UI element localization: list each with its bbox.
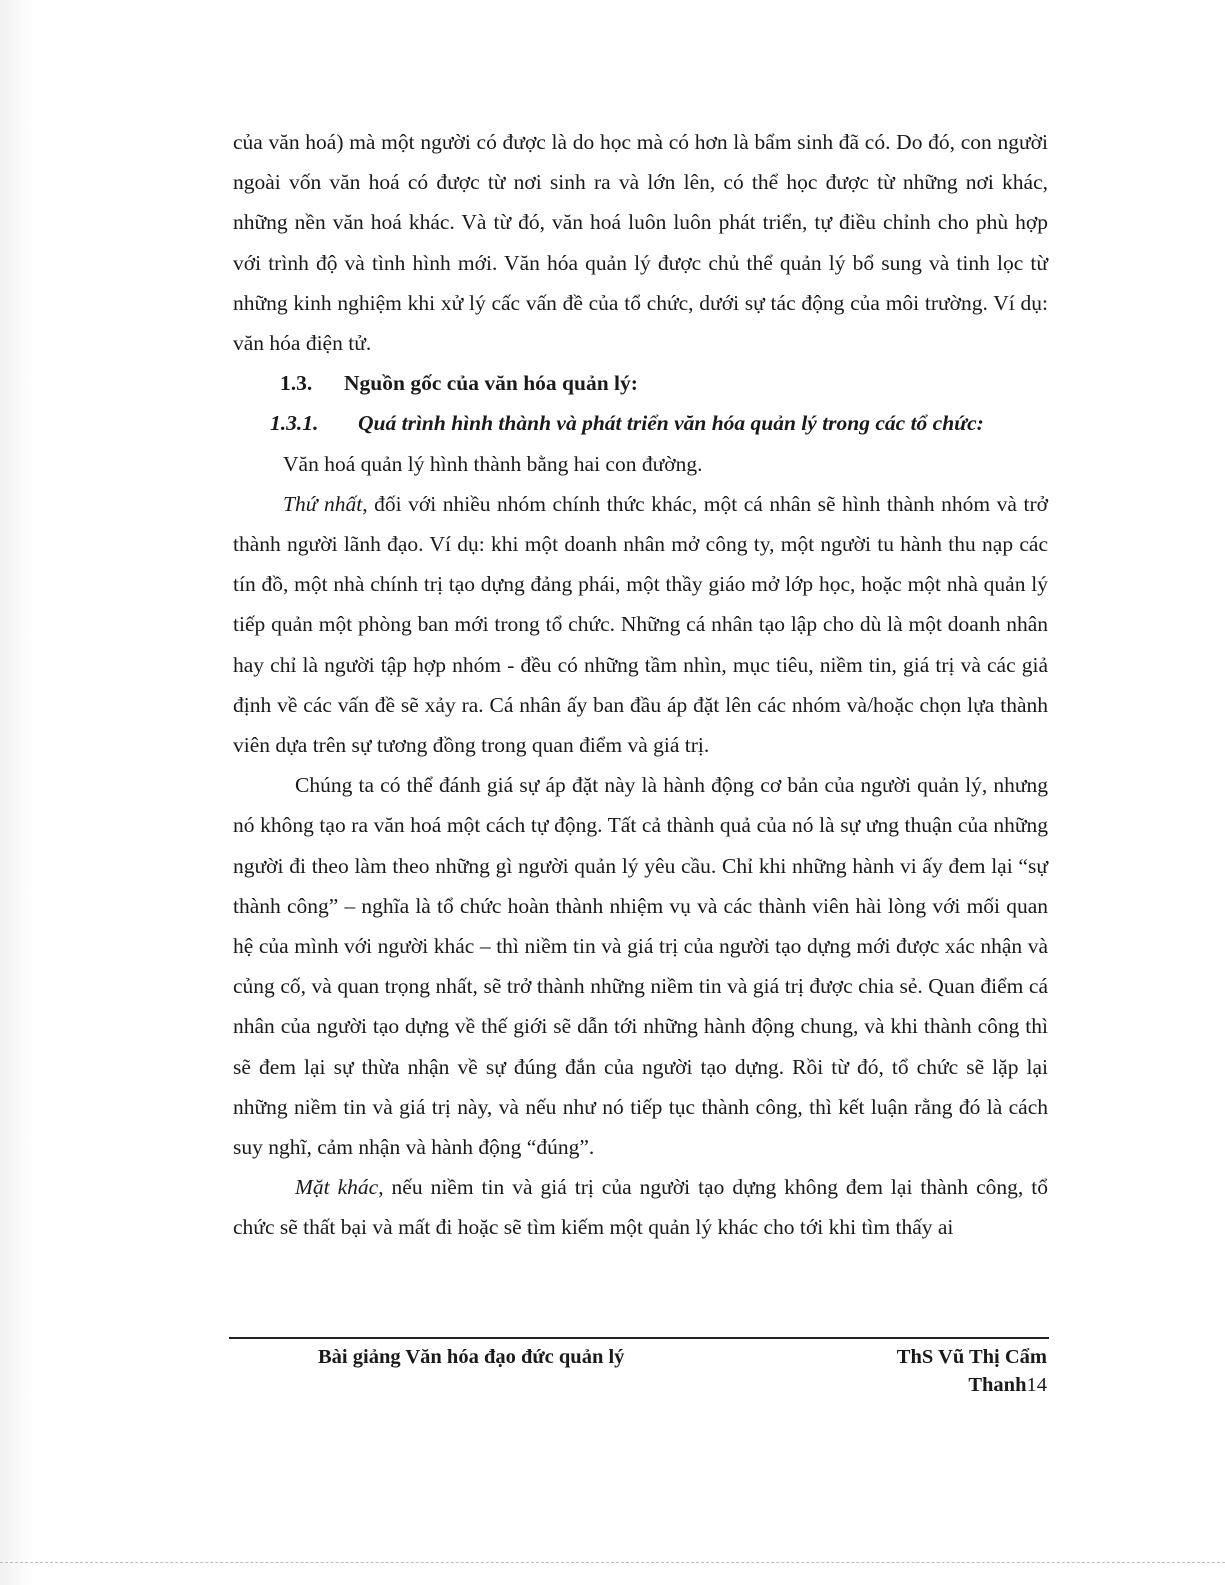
paragraph-imposition: Chúng ta có thể đánh giá sự áp đặt này là hành động cơ bản của người quản lý, nhưng nó không tạo ra văn hoá một cách tự động. Tất cả thành quả của nó là sự ưng thuận của những người đi theo làm theo những gì người quản lý yêu cầu. Chỉ khi những hành vi ấy đem lại “sự thành công” – nghĩa là tổ chức hoàn thành nhiệm vụ và các thành viên hài lòng với mối quan hệ của mình với người khác – thì niềm tin và giá trị của người tạo dựng mới được xác nhận và củng cố, và quan trọng nhất, sẽ trở thành những niềm tin và giá trị được chia sẻ. Quan điểm cá nhân của người tạo dựng về thế giới sẽ dẫn tới những hành động chung, và khi thành công thì sẽ đem lại sự thừa nhận về sự đúng đắn của người tạo dựng. Rồi từ đó, tổ chức sẽ lặp lại những niềm tin và giá trị này, và nếu như nó tiếp tục thành công, thì kết luận rằng đó là cách suy nghĩ, cảm nhận và hành động “đúng”. xyxy=(233,773,1048,1160)
paragraph-other-lead: Mặt khác xyxy=(295,1175,379,1200)
subsection-number: 1.3.1. xyxy=(270,411,319,436)
paragraph-two-ways: Văn hoá quản lý hình thành bằng hai con đường. xyxy=(283,451,703,476)
paragraph-first-lead: Thứ nhất xyxy=(283,491,363,516)
subsection-title: Quá trình hình thành và phát triển văn hóa quản lý trong các tổ chức: xyxy=(358,411,984,436)
footer-author-line1: ThS Vũ Thị Cẩm xyxy=(896,1346,1047,1368)
paragraph-other-way xyxy=(233,1167,1048,1247)
page-number: 14 xyxy=(1026,1374,1047,1396)
section-heading xyxy=(233,363,1048,403)
paragraph-first-text: , đối với nhiều nhóm chính thức khác, một cá nhân sẽ hình thành nhóm và trở thành người lãnh đạo. Ví dụ: khi một doanh nhân mở công ty, một người tu hành thu nạp các tín đồ, một nhà chính trị tạo dựng đảng phái, một thầy giáo mở lớp học, hoặc một nhà quản lý tiếp quản một phòng ban mới trong tổ chức. Những cá nhân tạo lập cho dù là một doanh nhân hay chỉ là người tập hợp nhóm - đều có những tầm nhìn, mục tiêu, niềm tin, giá trị và các giả định về các vấn đề sẽ xảy ra. Cá nhân ấy ban đầu áp đặt lên các nhóm và/hoặc chọn lựa thành viên dựa trên sự tương đồng trong quan điểm và giá trị. xyxy=(233,491,1048,758)
footer-course-title: Bài giảng Văn hóa đạo đức quản lý xyxy=(318,1346,625,1368)
page-body xyxy=(233,122,1048,1248)
section-number: 1.3. xyxy=(280,371,313,396)
footer-author xyxy=(897,1343,1047,1399)
scan-bottom-edge xyxy=(0,1562,1225,1563)
section-title: Nguồn gốc của văn hóa quản lý: xyxy=(344,371,638,396)
paragraph-intro: của văn hoá) mà một người có được là do học mà có hơn là bẩm sinh đã có. Do đó, con người ngoài vốn văn hoá có được từ nơi sinh ra và lớn lên, có thể học được từ những nơi khác, những nền văn hoá khác. Và từ đó, văn hoá luôn luôn phát triển, tự điều chỉnh cho phù hợp với trình độ và tình hình mới. Văn hóa quản lý được chủ thể quản lý bổ sung và tinh lọc từ những kinh nghiệm khi xử lý cấc vấn đề của tổ chức, dưới sự tác động của môi trường. Ví dụ: văn hóa điện tử. xyxy=(233,130,1048,356)
paragraph-first-way xyxy=(233,484,1048,765)
footer-author-line2: Thanh xyxy=(968,1374,1027,1396)
footer-divider xyxy=(229,1337,1049,1339)
paragraph-other-text: , nếu niềm tin và giá trị của người tạo dựng không đem lại thành công, tổ chức sẽ thất bại và mất đi hoặc sẽ tìm kiếm một quản lý khác cho tới khi tìm thấy ai xyxy=(233,1175,1049,1240)
subsection-heading xyxy=(233,403,1048,443)
scan-edge-shadow xyxy=(0,0,34,1585)
